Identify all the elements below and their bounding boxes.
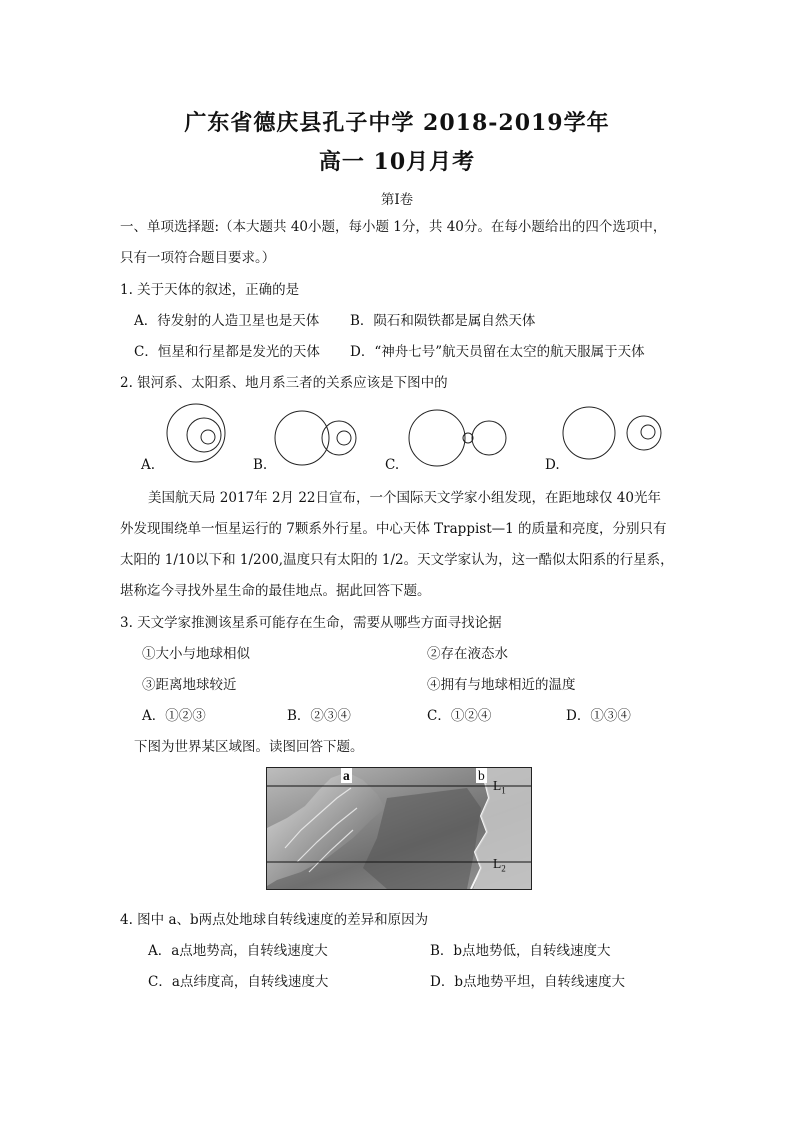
region-map xyxy=(266,767,532,890)
diagram-option-b xyxy=(274,410,364,468)
question-3-item-2: ②存在液态水 xyxy=(427,646,508,662)
question-2-stem: 2. 银河系、太阳系、地月系三者的关系应该是下图中的 xyxy=(120,375,448,391)
question-3-option-d: D．①③④ xyxy=(566,708,631,724)
question-1-option-b: B．陨石和陨铁都是属自然天体 xyxy=(350,313,536,329)
question-1-option-d: D．“神舟七号”航天员留在太空的航天服属于天体 xyxy=(350,344,645,360)
question-1-stem: 1. 关于天体的叙述，正确的是 xyxy=(120,282,300,298)
exam-subtitle: 高一 10月月考 xyxy=(318,149,476,175)
diagram-label-d: D. xyxy=(545,457,560,473)
map-intro: 下图为世界某区域图。读图回答下题。 xyxy=(134,739,364,755)
question-3-option-b: B．②③④ xyxy=(287,708,351,724)
map-point-b: b xyxy=(478,768,485,783)
question-4-option-b: B．b点地势低，自转线速度大 xyxy=(430,943,611,959)
passage-line-3: 太阳的 1/10以下和 1/200,温度只有太阳的 1/2。天文学家认为，这一酷似太阳系的行星系， xyxy=(120,552,674,568)
question-1-option-c: C．恒星和行星都是发光的天体 xyxy=(134,344,320,360)
question-4-option-c: C．a点纬度高，自转线速度大 xyxy=(148,974,329,990)
exam-title: 广东省德庆县孔子中学 2018-2019学年 xyxy=(184,110,610,136)
section-instructions-line1: 一、单项选择题:（本大题共 40小题，每小题 1分，共 40分。在每小题给出的四个选项中， xyxy=(120,219,667,235)
diagram-label-b: B. xyxy=(253,457,268,473)
question-4-option-d: D．b点地势平坦，自转线速度大 xyxy=(430,974,625,990)
volume-label: 第Ⅰ卷 xyxy=(380,192,414,208)
diagram-option-a xyxy=(162,403,232,463)
question-3-item-3: ③距离地球较近 xyxy=(142,677,237,693)
question-3-option-a: A．①②③ xyxy=(142,708,206,724)
diagram-label-c: C. xyxy=(385,457,400,473)
question-3-item-1: ①大小与地球相似 xyxy=(142,646,250,662)
question-1-option-a: A．待发射的人造卫星也是天体 xyxy=(134,313,320,329)
passage-line-4: 堪称迄今寻找外星生命的最佳地点。据此回答下题。 xyxy=(120,583,431,599)
question-4-option-a: A．a点地势高，自转线速度大 xyxy=(148,943,328,959)
diagram-label-a: A. xyxy=(141,457,156,473)
passage-line-2: 外发现围绕单一恒星运行的 7颗系外行星。中心天体 Trappist—1 的质量和亮度，分别只有 xyxy=(120,521,667,537)
question-3-option-c: C．①②④ xyxy=(427,708,492,724)
question-3-stem: 3. 天文学家推测该星系可能存在生命，需要从哪些方面寻找论据 xyxy=(120,615,502,631)
diagram-option-c xyxy=(408,410,508,468)
question-3-item-4: ④拥有与地球相近的温度 xyxy=(427,677,576,693)
question-4-stem: 4. 图中 a、b两点处地球自转线速度的差异和原因为 xyxy=(120,912,429,928)
section-instructions-line2: 只有一项符合题目要求。） xyxy=(120,250,276,266)
terrain-image xyxy=(267,768,531,889)
map-label-l2: $L_2$ xyxy=(493,856,506,874)
diagram-option-d xyxy=(562,406,666,466)
passage-line-1: 美国航天局 2017年 2月 22日宣布，一个国际天文学家小组发现，在距地球仅 40光年 xyxy=(148,490,661,506)
map-point-a: a xyxy=(343,768,350,783)
map-label-l1: $L_1$ xyxy=(493,778,506,796)
